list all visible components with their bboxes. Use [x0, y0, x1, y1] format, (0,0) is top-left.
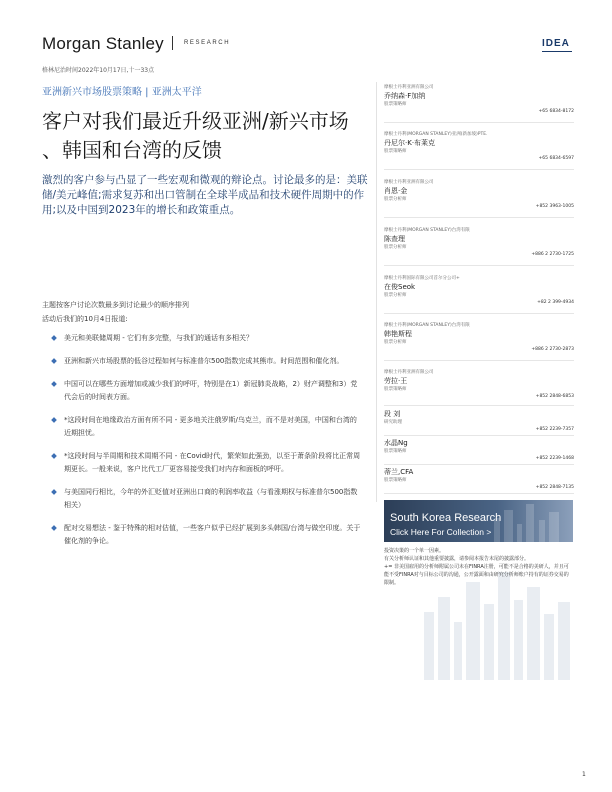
- skyline-decoration: [517, 524, 522, 542]
- analyst-role: 股票策略师: [384, 102, 407, 107]
- analyst-name[interactable]: 水晶Ng: [384, 439, 408, 447]
- topic-text: 中国可以在哪些方面增加或减少我们的呼吁，特别是在1）新冠肺炎战略，2）财产调整和3）党代会后的时间表方面。: [64, 380, 358, 401]
- research-label: RESEARCH: [184, 40, 231, 46]
- topic-text: *这段时间在地缘政治方面有所不同 - 更多地关注俄罗斯/乌克兰，而不是对美国，中国和台湾的近期担忧。: [64, 416, 357, 437]
- analyst-role: 股票策略师: [384, 149, 407, 154]
- note-line-1: 投资决策的一个单一因素。: [384, 548, 445, 554]
- analyst-firm: 摩根士丹利亚洲有限公司: [384, 180, 434, 185]
- bullet-diamond-icon: [51, 381, 57, 387]
- analyst-phone: +65 6834-8172: [538, 109, 574, 114]
- topic-text: 配对交易想法 - 鉴于特殊的相对估值，一些客户似乎已经扩展到多头韩国/台湾与做空印度。关于催化剂的争论。: [64, 524, 361, 545]
- topic-item: [52, 414, 362, 440]
- analyst-role: 股票分析师: [384, 293, 407, 298]
- bullet-diamond-icon: [51, 358, 57, 364]
- note-line-3: += 非美国雇用的分析师附属公司未在FINRA注册，可能不是合格的美研人，并且可能不受FINRA对与目标公司的沟通，公开露面和由研究分析师账户持有的证券交易的限制。: [384, 564, 569, 586]
- analyst-role: 研究助理: [384, 420, 402, 425]
- south-korea-research-banner[interactable]: [384, 500, 573, 542]
- analyst-phone: +852 2848-7135: [535, 485, 574, 490]
- analyst-card: [384, 369, 574, 406]
- skyline-decoration: [504, 510, 513, 542]
- analyst-card: [384, 84, 574, 123]
- topic-item: [52, 486, 362, 512]
- analyst-card: [384, 227, 574, 266]
- topic-item: [52, 450, 362, 476]
- analyst-name[interactable]: 肖恩·金: [384, 187, 408, 195]
- analyst-name[interactable]: 韩艳斯程: [384, 330, 412, 338]
- analyst-name[interactable]: 段 刘: [384, 410, 401, 418]
- topic-item: [52, 355, 362, 368]
- analyst-phone: +852 3963-1005: [535, 204, 574, 209]
- lead-line-2: 活动后我们的10月4日报道:: [42, 315, 128, 323]
- analyst-card: [384, 409, 574, 436]
- analyst-phone: +852 2848-6853: [535, 394, 574, 399]
- lead-line-1: 主题按客户讨论次数最多到讨论最少的顺序排列: [42, 301, 189, 309]
- topic-item: [52, 522, 362, 548]
- bullets-lead: [42, 298, 189, 326]
- analyst-phone: +82 2 399-4934: [537, 300, 574, 305]
- report-title: [42, 107, 372, 165]
- title-line-1: 客户对我们最近升级亚洲/新兴市场: [42, 109, 349, 133]
- analyst-firm: 摩根士丹利(MORGAN STANLEY)台湾有限: [384, 323, 470, 328]
- analyst-name[interactable]: 在俊Seok: [384, 283, 416, 291]
- analyst-card: [384, 467, 574, 494]
- analyst-card: [384, 179, 574, 218]
- banner-title: South Korea Research: [390, 512, 502, 524]
- analyst-card: [384, 275, 574, 314]
- skyline-decoration: [549, 512, 559, 542]
- banner-cta-link[interactable]: Click Here For Collection >: [390, 527, 492, 537]
- analyst-role: 股票分析师: [384, 340, 407, 345]
- analyst-role: 股票分析师: [384, 197, 407, 202]
- morgan-stanley-logo: Morgan Stanley: [42, 34, 164, 53]
- skyline-decoration: [526, 504, 534, 542]
- analyst-firm: 摩根士丹利国际有限公司首尔分公司+: [384, 276, 460, 281]
- intro-summary: 激烈的客户参与凸显了一些宏观和微观的辩论点。讨论最多的是：美联储/美元峰值;需求复苏和出口管制在全球半成品和技术硬件周期中的作用;以及中国到2023年的增长和政策重点。: [42, 174, 368, 216]
- analyst-firm: 摩根士丹利(MORGAN STANLEY)台湾有限: [384, 228, 470, 233]
- disclosure-notes: [384, 547, 572, 587]
- analyst-phone: +852 2239-1468: [535, 456, 574, 461]
- analyst-role: 股票策略师: [384, 449, 407, 454]
- analyst-name[interactable]: 陈查理: [384, 235, 405, 243]
- analyst-name[interactable]: 丹尼尔·K·布莱克: [384, 139, 436, 147]
- analyst-name[interactable]: 蒂兰,CFA: [384, 468, 414, 476]
- analyst-card: [384, 131, 574, 170]
- analyst-role: 股票策略师: [384, 478, 407, 483]
- publish-date: 格林尼治时间2022年10月17日,十一33点: [42, 67, 155, 74]
- analyst-firm: 摩根士丹利亚洲有限公司: [384, 85, 434, 90]
- bullet-diamond-icon: [51, 489, 57, 495]
- bullet-diamond-icon: [51, 453, 57, 459]
- bullet-diamond-icon: [51, 417, 57, 423]
- analyst-card: [384, 438, 574, 465]
- skyline-decoration: [539, 520, 545, 542]
- analyst-name[interactable]: 劳拉·王: [384, 377, 408, 385]
- analyst-phone: +65 6834-6597: [538, 156, 574, 161]
- analyst-phone: +852 2239-7357: [535, 427, 574, 432]
- page-number: 1: [582, 771, 586, 778]
- topic-list: [52, 332, 362, 558]
- topic-text: *这段时间与半周期和技术周期不同 - 在Covid时代，繁荣如此强劲，以至于萧条阶段将比正常周期更长。一般来说，客户比代工厂更容易接受我们对内存和面板的呼吁。: [64, 452, 361, 473]
- idea-badge: [542, 38, 572, 52]
- logo-divider: [172, 36, 173, 50]
- bullet-diamond-icon: [51, 525, 57, 531]
- topic-text: 美元和美联储周期 - 它们有多完整，与我们的通话有多相关？: [64, 334, 253, 342]
- topic-text: 与美国同行相比，今年的外汇贬值对亚洲出口商的利润率收益（与看涨期权与标准普尔500指数相关）: [64, 488, 358, 509]
- analyst-phone: +886 2 2730-2873: [531, 347, 574, 352]
- report-category: 亚洲新兴市场股票策略 | 亚洲太平洋: [42, 87, 202, 98]
- column-divider: [376, 82, 377, 502]
- analyst-role: 股票分析师: [384, 245, 407, 250]
- analyst-firm: 摩根士丹利亚洲有限公司: [384, 370, 434, 375]
- topic-text: 亚洲和新兴市场股票的低谷过程如何与标准普尔500指数完成其熊市。时间范围和催化剂。: [64, 357, 344, 365]
- analyst-role: 股票策略师: [384, 387, 407, 392]
- topic-item: [52, 378, 362, 404]
- analyst-name[interactable]: 乔纳森·F加纳: [384, 92, 426, 100]
- title-line-2: 、韩国和台湾的反馈: [42, 138, 222, 162]
- analyst-firm: 摩根士丹利(MORGAN STANLEY)亚洲(新加坡)PTE.: [384, 132, 488, 137]
- note-line-2: 有关分析师认证和其他重要披露，请参阅本报告末尾的披露部分。: [384, 556, 530, 562]
- idea-badge-label: IDEA: [542, 38, 570, 49]
- bullet-diamond-icon: [51, 335, 57, 341]
- analyst-card: [384, 322, 574, 361]
- analyst-phone: +886 2 2730-1725: [531, 252, 574, 257]
- topic-item: [52, 332, 362, 345]
